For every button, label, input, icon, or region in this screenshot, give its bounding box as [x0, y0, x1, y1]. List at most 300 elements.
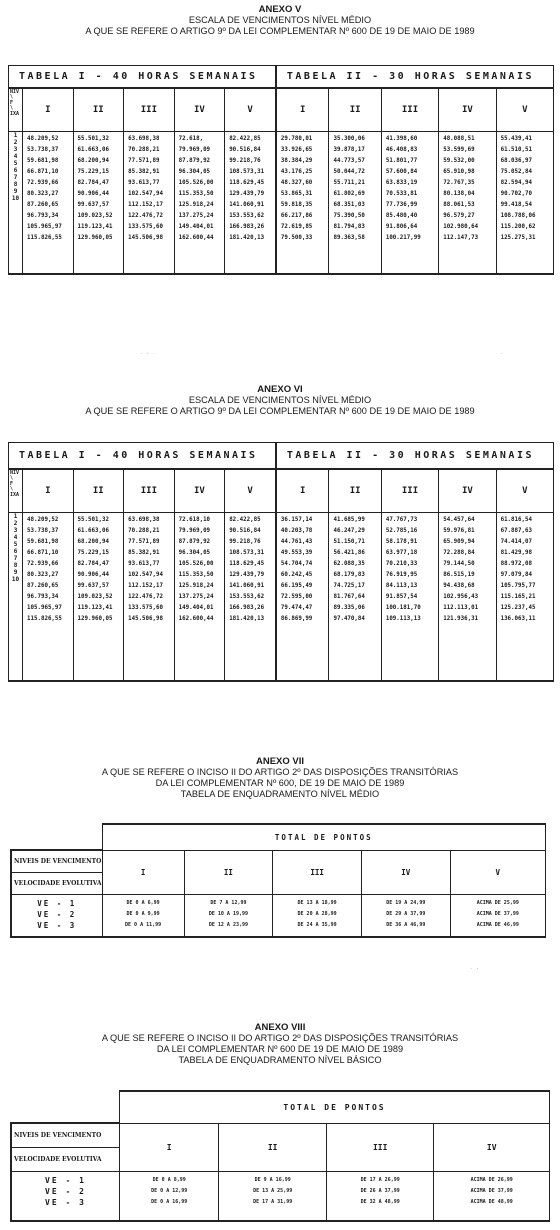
table-cell: 96.793,34: [27, 213, 59, 219]
value-column: [496, 132, 553, 275]
table-cell: 181.420,13: [229, 616, 265, 622]
table-cell: 70.288,21: [128, 147, 160, 153]
ve-labels: [11, 894, 102, 937]
table-cell: DE 7 A 12,99: [210, 899, 247, 906]
table-cell: 149.404,01: [178, 605, 214, 611]
table-cell: 136.063,11: [500, 616, 536, 622]
table-cell: 85.480,40: [385, 213, 418, 219]
table-cell: 162.600,44: [178, 616, 214, 622]
table-cell: 53.738,37: [27, 528, 59, 534]
table-cell: 119.123,41: [77, 224, 113, 230]
table-cell: 100.181,70: [385, 605, 421, 611]
table-cell: 49.553,39: [280, 550, 313, 556]
table-cell: ACIMA DE 37,99: [476, 910, 519, 917]
table-cell: 39.878,17: [333, 147, 365, 153]
column-header: II: [329, 469, 381, 513]
table-cell: 153.553,62: [229, 213, 265, 219]
table-cell: 51.801,77: [385, 158, 418, 164]
table-cell: DE 0 A 12,99: [151, 1187, 188, 1194]
table-cell: 7: [13, 174, 18, 181]
table-cell: 93.613,77: [128, 561, 160, 567]
tabela-i-header: TABELA I - 40 HORAS SEMANAIS: [9, 443, 276, 469]
value-column: [381, 513, 438, 682]
anexo-vii-table-title: TABELA DE ENQUADRAMENTO NÍVEL MÉDIO: [180, 789, 380, 799]
column-header: III: [381, 88, 438, 132]
value-column: [225, 513, 276, 682]
table-cell: 81.767,64: [333, 594, 365, 600]
table-cell: 5: [13, 541, 18, 548]
table-cell: 41.398,60: [385, 136, 418, 142]
table-cell: DE 26 A 37,99: [360, 1187, 400, 1194]
anexo-vii-reference-2: DA LEI COMPLEMENTAR Nº 600, DE 19 DE MAIO DE 1989: [155, 778, 405, 788]
table-cell: 145.506,98: [128, 616, 163, 622]
table-cell: 38.384,29: [280, 158, 313, 164]
tabela-ii-header: TABELA II - 30 HORAS SEMANAIS: [276, 443, 554, 469]
table-cell: 72.618,: [178, 136, 204, 142]
table-cell: 166.983,26: [229, 224, 265, 230]
table-cell: 115.200,62: [500, 224, 536, 230]
value-column: [329, 132, 381, 275]
table-cell: 109.023,52: [77, 213, 113, 219]
table-cell: VE - 3: [37, 920, 77, 930]
table-cell: 53.599,69: [443, 147, 475, 153]
table-cell: 74.725,17: [333, 583, 365, 589]
table-cell: 129.439,79: [229, 572, 265, 578]
table-cell: 3: [13, 146, 18, 153]
table-cell: 82.422,85: [229, 136, 261, 142]
anexo-vii-title: ANEXO VII: [255, 756, 305, 767]
range-column: [361, 894, 450, 937]
anexo-viii-reference-2: DA LEI COMPLEMENTAR Nº 600 DE 19 DE MAIO DE 1989: [156, 1044, 404, 1054]
table-cell: 2: [13, 520, 18, 527]
ve-labels: [11, 1171, 120, 1221]
table-cell: 90.516,84: [229, 147, 261, 153]
table-cell: 58.178,91: [385, 539, 418, 545]
table-cell: 121.936,31: [443, 616, 479, 622]
table-cell: 118.629,45: [229, 180, 265, 186]
table-cell: 133.575,60: [128, 224, 163, 230]
table-cell: 80.138,04: [443, 191, 475, 197]
column-header: I: [23, 88, 74, 132]
table-cell: 79.144,50: [443, 561, 475, 567]
column-header: V: [225, 88, 276, 132]
table-cell: 55.501,32: [77, 136, 109, 142]
range-column: [434, 1171, 550, 1221]
table-cell: ACIMA DE 26,99: [470, 1176, 513, 1183]
table-cell: DE 13 A 18,99: [297, 899, 337, 906]
table-cell: 90.516,84: [229, 528, 261, 534]
table-cell: 89.335,06: [333, 605, 365, 611]
table-cell: 82.784,47: [77, 561, 109, 567]
table-cell: 9: [13, 188, 18, 195]
anexo-vii-points-table: [10, 823, 546, 938]
table-cell: 133.575,60: [128, 605, 163, 611]
column-header: II: [219, 1123, 327, 1171]
table-cell: 47.767,73: [385, 517, 418, 523]
anexo-v-salary-table: [8, 65, 554, 275]
column-header: III: [124, 469, 175, 513]
table-cell: 112.113,01: [443, 605, 479, 611]
table-cell: 66.217,86: [280, 213, 313, 219]
range-column: [102, 894, 184, 937]
table-cell: 72.767,35: [443, 180, 475, 186]
total-de-pontos-header: TOTAL DE PONTOS: [102, 824, 545, 850]
total-de-pontos-header: TOTAL DE PONTOS: [120, 1091, 550, 1123]
table-cell: 79.969,09: [178, 147, 211, 153]
table-cell: 75.229,15: [77, 550, 109, 556]
table-cell: 82.422,85: [229, 517, 261, 523]
anexo-viii-table-title: TABELA DE ENQUADRAMENTO NÍVEL BÁSICO: [178, 1055, 382, 1065]
table-cell: 63.833,19: [385, 180, 418, 186]
column-header: II: [184, 850, 273, 894]
table-cell: 81.794,83: [333, 224, 365, 230]
table-cell: 85.382,91: [128, 550, 160, 556]
range-column: [184, 894, 273, 937]
table-cell: 4: [13, 534, 18, 541]
table-cell: DE 13 A 25,99: [253, 1187, 293, 1194]
column-header: V: [496, 88, 553, 132]
table-cell: 87.260,65: [27, 583, 59, 589]
table-cell: 72.939,66: [27, 561, 59, 567]
table-cell: 129.960,05: [77, 235, 113, 241]
column-header: III: [381, 469, 438, 513]
table-cell: 118.629,45: [229, 561, 265, 567]
table-cell: 66.871,10: [27, 550, 59, 556]
table-cell: 181.420,13: [229, 235, 265, 241]
table-cell: DE 32 A 48,99: [360, 1198, 400, 1205]
table-cell: 99.218,76: [229, 539, 261, 545]
table-cell: 90.702,70: [500, 191, 532, 197]
table-cell: 61.816,54: [500, 517, 532, 523]
table-cell: 112.147,73: [443, 235, 479, 241]
value-column: [23, 132, 74, 275]
anexo-vi-subtitle: ESCALA DE VENCIMENTOS NÍVEL MÉDIO: [188, 395, 372, 405]
table-cell: 68.179,83: [333, 572, 365, 578]
table-cell: 61.663,06: [77, 528, 109, 534]
anexo-v-title: ANEXO V: [258, 4, 302, 15]
table-cell: 99.418,54: [500, 202, 532, 208]
table-cell: 166.983,26: [229, 605, 265, 611]
table-cell: 36.157,14: [280, 517, 313, 523]
table-cell: 55.711,21: [333, 180, 365, 186]
table-cell: 137.275,24: [178, 213, 214, 219]
anexo-vi-salary-table: [8, 442, 554, 682]
table-cell: 29.780,01: [280, 136, 313, 142]
table-cell: DE 9 A 16,99: [254, 1176, 291, 1183]
table-cell: 85.382,91: [128, 169, 160, 175]
table-cell: 99.637,57: [77, 583, 109, 589]
table-cell: 90.906,44: [77, 572, 109, 578]
table-cell: 4: [13, 153, 18, 160]
table-cell: 105.795,77: [500, 583, 536, 589]
table-cell: 122.476,72: [128, 213, 163, 219]
table-cell: ACIMA DE 37,99: [470, 1187, 513, 1194]
table-cell: 115.826,55: [27, 616, 62, 622]
table-cell: DE 19 A 24,99: [386, 899, 426, 906]
table-cell: 43.176,25: [280, 169, 313, 175]
table-cell: 6: [13, 548, 18, 555]
table-cell: 44.773,57: [333, 158, 365, 164]
table-cell: 122.476,72: [128, 594, 163, 600]
table-cell: 59.532,00: [443, 158, 475, 164]
table-cell: 65.909,94: [443, 539, 475, 545]
table-cell: 115.353,50: [178, 572, 214, 578]
value-column: [73, 132, 124, 275]
table-cell: 63.698,38: [128, 517, 160, 523]
table-cell: 72.619,85: [280, 224, 313, 230]
table-cell: 109.023,52: [77, 594, 113, 600]
table-cell: 59.976,81: [443, 528, 475, 534]
column-header: I: [102, 850, 184, 894]
table-cell: DE 17 A 26,99: [360, 1176, 400, 1183]
table-cell: 115.353,50: [178, 191, 214, 197]
table-cell: 80.323,27: [27, 191, 59, 197]
table-cell: 108.573,31: [229, 169, 265, 175]
table-cell: 7: [13, 555, 18, 562]
column-header: III: [124, 88, 175, 132]
value-column: [496, 513, 553, 682]
range-column: [326, 1171, 434, 1221]
anexo-viii-heading: [0, 1022, 560, 1066]
table-cell: 84.113,13: [385, 583, 418, 589]
table-cell: 89.363,58: [333, 235, 365, 241]
table-cell: 46.247,29: [333, 528, 365, 534]
table-cell: 141.060,91: [229, 583, 265, 589]
table-cell: 96.579,27: [443, 213, 475, 219]
table-cell: VE - 1: [45, 1175, 86, 1185]
table-cell: 55.439,41: [500, 136, 532, 142]
table-cell: 35.300,06: [333, 136, 365, 142]
table-cell: 99.637,57: [77, 202, 109, 208]
table-cell: 76.919,95: [385, 572, 418, 578]
table-cell: 10: [11, 195, 20, 202]
value-column: [276, 132, 329, 275]
column-header: I: [276, 469, 329, 513]
table-cell: 102.547,94: [128, 191, 163, 197]
anexo-vii-reference-1: A QUE SE REFERE O INCISO II DO ARTIGO 2º DAS DISPOSIÇÕES TRANSITÓRIAS: [101, 767, 459, 777]
value-column: [73, 513, 124, 682]
value-column: [174, 513, 225, 682]
anexo-vi-title: ANEXO VI: [257, 384, 303, 395]
table-cell: DE 24 A 35,99: [297, 921, 337, 928]
table-cell: 8: [13, 181, 18, 188]
table-cell: 68.200,94: [77, 539, 109, 545]
table-cell: DE 36 A 46,99: [386, 921, 426, 928]
value-column: [439, 513, 496, 682]
column-header: I: [23, 469, 74, 513]
table-cell: 80.323,27: [27, 572, 59, 578]
table-cell: 125.918,24: [178, 583, 214, 589]
table-cell: 67.887,63: [500, 528, 532, 534]
table-cell: 90.906,44: [77, 191, 109, 197]
table-cell: 91.857,54: [385, 594, 418, 600]
table-cell: 81.429,98: [500, 550, 532, 556]
table-cell: 79.969,09: [178, 528, 211, 534]
column-header: II: [329, 88, 381, 132]
table-cell: 77.736,99: [385, 202, 418, 208]
table-cell: DE 0 A 16,99: [151, 1198, 188, 1205]
table-cell: 63.977,18: [385, 550, 418, 556]
range-column: [120, 1171, 219, 1221]
table-cell: 61.802,69: [333, 191, 365, 197]
table-cell: 77.571,89: [128, 539, 160, 545]
value-column: [381, 132, 438, 275]
table-cell: 41.685,99: [333, 517, 365, 523]
table-cell: 61.510,51: [500, 147, 532, 153]
table-cell: 99.218,76: [229, 158, 261, 164]
anexo-vii-heading: [0, 756, 560, 800]
table-cell: 52.785,16: [385, 528, 418, 534]
table-cell: 86.869,99: [280, 616, 313, 622]
table-cell: 125.275,31: [500, 235, 536, 241]
table-cell: 94.438,68: [443, 583, 475, 589]
value-column: [23, 513, 74, 682]
table-cell: 10: [11, 576, 20, 583]
table-cell: VE - 1: [37, 898, 77, 908]
table-cell: 96.304,05: [178, 169, 211, 175]
column-header: II: [73, 88, 124, 132]
table-cell: 75.390,50: [333, 213, 365, 219]
table-cell: VE - 3: [45, 1197, 86, 1207]
table-cell: DE 17 A 31,99: [253, 1198, 293, 1205]
column-header: I: [120, 1123, 219, 1171]
table-cell: DE 29 A 37,99: [386, 910, 426, 917]
table-cell: 88.061,53: [443, 202, 475, 208]
table-cell: 55.501,32: [77, 517, 109, 523]
bleed-through-smudge: ·: [500, 350, 504, 358]
table-cell: 87.879,92: [178, 158, 211, 164]
anexo-viii-reference-1: A QUE SE REFERE O INCISO II DO ARTIGO 2º DAS DISPOSIÇÕES TRANSITÓRIAS: [101, 1033, 459, 1043]
value-column: [439, 132, 496, 275]
column-header: V: [450, 850, 545, 894]
table-cell: 91.806,64: [385, 224, 418, 230]
table-cell: 145.506,98: [128, 235, 163, 241]
table-cell: 5: [13, 160, 18, 167]
table-cell: DE 0 A 9,99: [126, 910, 160, 917]
table-cell: 119.123,41: [77, 605, 113, 611]
table-cell: 1: [13, 132, 18, 139]
table-cell: 79.474,47: [280, 605, 313, 611]
table-cell: 75.052,84: [500, 169, 532, 175]
table-cell: 137.275,24: [178, 594, 214, 600]
table-cell: 109.113,13: [385, 616, 421, 622]
column-header: V: [496, 469, 553, 513]
table-cell: 79.500,33: [280, 235, 313, 241]
table-cell: 68.036,97: [500, 158, 532, 164]
table-cell: ACIMA DE 25,99: [476, 899, 519, 906]
table-cell: 9: [13, 569, 18, 576]
anexo-viii-title: ANEXO VIII: [254, 1022, 306, 1033]
table-cell: 87.260,65: [27, 202, 59, 208]
tabela-ii-header: TABELA II - 30 HORAS SEMANAIS: [276, 66, 554, 88]
column-header: V: [225, 469, 276, 513]
table-cell: 87.879,92: [178, 539, 211, 545]
table-cell: 68.351,03: [333, 202, 365, 208]
table-cell: 149.404,01: [178, 224, 214, 230]
anexo-v-subtitle: ESCALA DE VENCIMENTOS NÍVEL MÉDIO: [188, 15, 372, 25]
table-cell: 40.203,78: [280, 528, 313, 534]
table-cell: 77.571,89: [128, 158, 160, 164]
table-cell: 70.288,21: [128, 528, 160, 534]
table-cell: 56.421,86: [333, 550, 365, 556]
table-cell: 129.439,79: [229, 191, 265, 197]
table-cell: 112.152,17: [128, 202, 163, 208]
table-cell: ACIMA DE 46,99: [476, 921, 519, 928]
blank-cell: [11, 824, 102, 850]
table-cell: 129.960,05: [77, 616, 113, 622]
table-cell: 105.526,00: [178, 561, 214, 567]
table-cell: VE - 2: [37, 909, 77, 919]
table-cell: 100.217,99: [385, 235, 421, 241]
table-cell: 96.793,34: [27, 594, 59, 600]
anexo-viii-points-table: [10, 1090, 550, 1222]
column-header: I: [276, 88, 329, 132]
table-cell: DE 20 A 28,99: [297, 910, 337, 917]
table-cell: 51.150,71: [333, 539, 365, 545]
velocidade-evolutiva-label: VELOCIDADE EVOLUTIVA: [11, 1147, 120, 1171]
velocidade-evolutiva-label: VELOCIDADE EVOLUTIVA: [11, 872, 102, 894]
table-cell: 72.288,84: [443, 550, 475, 556]
table-cell: 70.533,81: [385, 191, 418, 197]
table-cell: DE 0 A 8,99: [152, 1176, 186, 1183]
table-cell: 115.826,55: [27, 235, 62, 241]
table-cell: 48.209,52: [27, 517, 59, 523]
niv-faixa-label: NIV \ F \ IXA: [9, 469, 23, 513]
anexo-vi-reference: A QUE SE REFERE O ARTIGO 9º DA LEI COMPLEMENTAR Nº 600 DE 19 DE MAIO DE 1989: [85, 406, 475, 416]
range-column: [450, 894, 545, 937]
level-numbers: [9, 513, 23, 682]
table-cell: 62.088,35: [333, 561, 365, 567]
table-cell: 1: [13, 513, 18, 520]
table-cell: DE 12 A 23,99: [208, 921, 248, 928]
column-header: IV: [439, 88, 496, 132]
table-cell: 153.553,62: [229, 594, 265, 600]
table-cell: 105.526,00: [178, 180, 214, 186]
table-cell: 48.209,52: [27, 136, 59, 142]
table-cell: 59.818,35: [280, 202, 313, 208]
column-header: IV: [174, 469, 225, 513]
table-cell: 3: [13, 527, 18, 534]
table-cell: 102.547,94: [128, 572, 163, 578]
table-cell: ACIMA DE 48,99: [470, 1198, 513, 1205]
table-cell: 59.681,98: [27, 539, 59, 545]
table-cell: VE - 2: [45, 1186, 86, 1196]
table-cell: DE 0 A 6,99: [126, 899, 160, 906]
table-cell: 65.910,98: [443, 169, 475, 175]
table-cell: 48.327,60: [280, 180, 313, 186]
column-header: IV: [174, 88, 225, 132]
table-cell: 2: [13, 139, 18, 146]
blank-cell: [11, 1091, 120, 1123]
table-cell: 125.237,45: [500, 605, 536, 611]
value-column: [174, 132, 225, 275]
table-cell: 57.600,84: [385, 169, 418, 175]
table-cell: 54.457,64: [443, 517, 475, 523]
anexo-v-heading: [0, 4, 560, 37]
table-cell: 108.573,31: [229, 550, 265, 556]
anexo-vi-heading: [0, 384, 560, 417]
table-cell: 97.079,84: [500, 572, 532, 578]
table-cell: 33.926,65: [280, 147, 313, 153]
column-header: III: [326, 1123, 434, 1171]
table-cell: 60.242,45: [280, 572, 313, 578]
value-column: [329, 513, 381, 682]
table-cell: 6: [13, 167, 18, 174]
table-cell: 97.470,84: [333, 616, 365, 622]
column-header: IV: [361, 850, 450, 894]
table-cell: 75.229,15: [77, 169, 109, 175]
bleed-through-smudge: · ·: [470, 965, 480, 973]
